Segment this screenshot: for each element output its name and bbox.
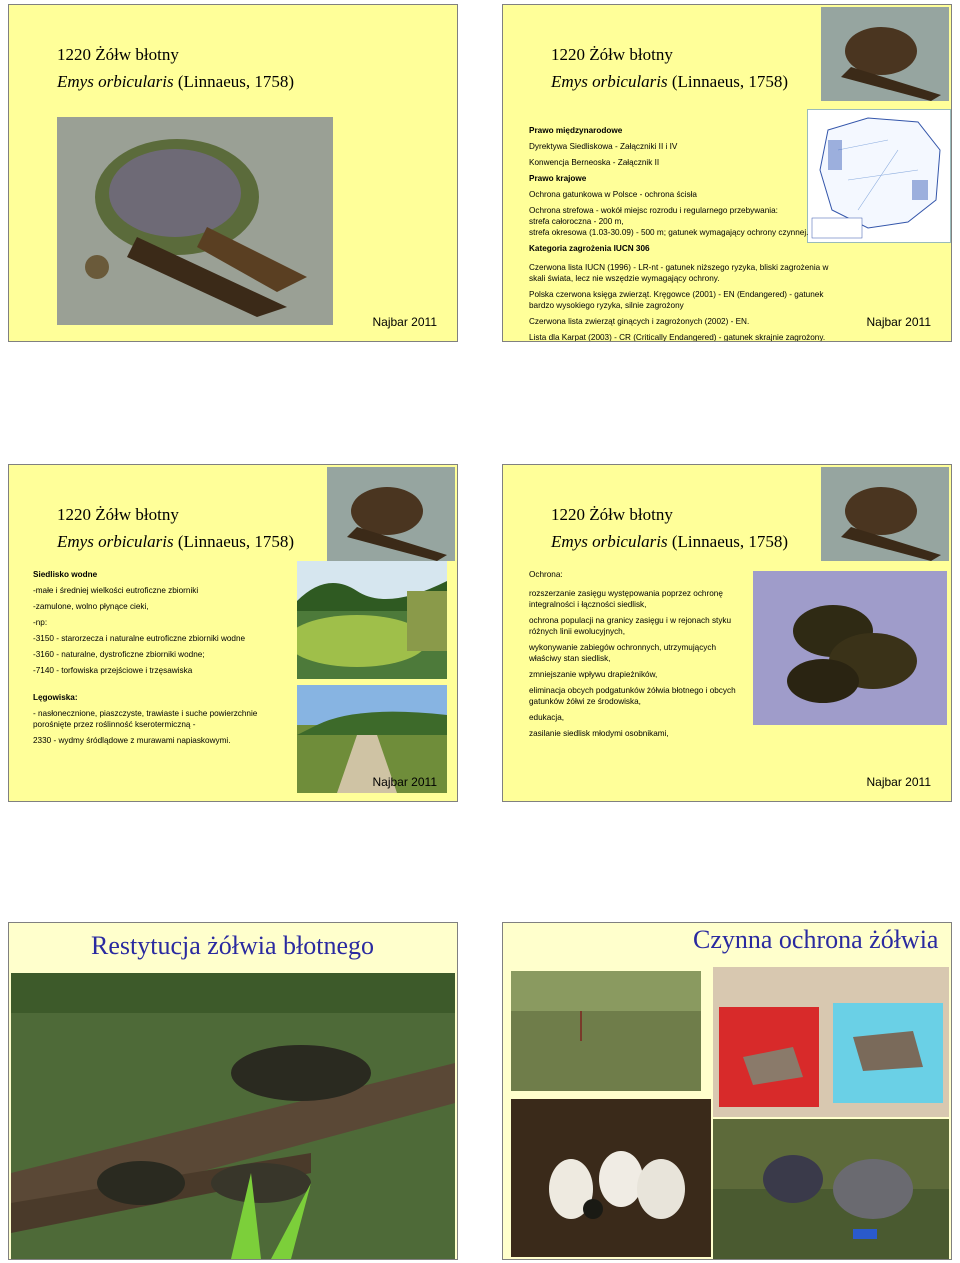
text-line: - nasłonecznione, piaszczyste, trawiaste i suche powierzchnie porośnięte przez roślinność kserotermiczną - xyxy=(33,709,258,729)
slide-title xyxy=(57,501,294,555)
protection-text xyxy=(529,569,749,744)
text-line: Prawo krajowe xyxy=(529,174,587,183)
text-line: Ochrona gatunkowa w Polsce - ochrona ścisła xyxy=(529,190,697,199)
slide-title: Restytucja żółwia błotnego xyxy=(91,931,375,960)
text-line: strefa okresowa (1.03-30.09) - 500 m; gatunek wymagający ochrony czynnej. xyxy=(529,228,809,237)
species-name: Emys orbicularis xyxy=(57,72,174,91)
release-turtles-photo xyxy=(713,1119,949,1259)
text-line: Czerwona lista IUCN (1996) - LR-nt - gatunek niższego ryzyka, bliski zagrożenia w skali świata, lecz nie wszędzie wymagający ochrony. xyxy=(529,263,829,283)
text-line: 2330 - wydmy śródlądowe z murawami napiaskowymi. xyxy=(33,736,231,745)
title-line: 1220 Żółw błotny xyxy=(57,505,179,524)
text-line: edukacja, xyxy=(529,713,565,722)
title-line: 1220 Żółw błotny xyxy=(551,45,673,64)
text-line: wykonywanie zabiegów ochronnych, utrzymujących właściwy stan siedlisk, xyxy=(529,643,717,663)
title-line: 1220 Żółw błotny xyxy=(551,505,673,524)
text-line: ochrona populacji na granicy zasięgu i w rejonach styku różnych linii ewolucyjnych, xyxy=(529,616,732,636)
text-line: Polska czerwona księga zwierząt. Kręgowce (2001) - EN (Endangered) - gatunek bardzo wysokiego ryzyka, silnie zagrożony xyxy=(529,290,824,310)
slide-2 xyxy=(502,4,952,342)
slide-footer: Najbar 2011 xyxy=(866,775,931,789)
turtle-photo xyxy=(57,117,333,325)
species-name: Emys orbicularis xyxy=(57,532,174,551)
text-line: -3160 - naturalne, dystroficzne zbiorniki wodne; xyxy=(33,650,205,659)
text-line: Kategoria zagrożenia IUCN 306 xyxy=(529,244,650,253)
slide-6 xyxy=(502,922,952,1260)
text-line: zasilanie siedlisk młodymi osobnikami, xyxy=(529,729,669,738)
slide-5 xyxy=(8,922,458,1260)
slide-title xyxy=(57,41,294,95)
text-line: Dyrektywa Siedliskowa - Załączniki II i IV xyxy=(529,142,678,151)
text-line: Prawo międzynarodowe xyxy=(529,126,623,135)
slide-footer: Najbar 2011 xyxy=(372,775,437,789)
species-author: (Linnaeus, 1758) xyxy=(173,72,295,91)
turtles-on-log-photo xyxy=(11,973,455,1259)
turtle-thumbnail xyxy=(821,7,949,101)
text-line: Siedlisko wodne xyxy=(33,570,98,579)
slide-1 xyxy=(8,4,458,342)
hatchling-tanks-photo xyxy=(713,967,949,1117)
text-line: Konwencja Berneoska - Załącznik II xyxy=(529,158,660,167)
slide-title: Czynna ochrona żółwia xyxy=(693,925,939,954)
text-line: strefa całoroczna - 200 m, xyxy=(529,217,624,226)
text-line: Czerwona lista zwierząt ginących i zagrożonych (2002) - EN. xyxy=(529,317,750,326)
slide-title xyxy=(551,41,788,95)
slide-footer: Najbar 2011 xyxy=(372,315,437,329)
text-line: Lęgowiska: xyxy=(33,693,78,702)
legal-status-text xyxy=(529,125,869,342)
text-line: Ochrona strefowa - wokół miejsc rozrodu i regularnego przebywania: xyxy=(529,206,778,215)
title-line: 1220 Żółw błotny xyxy=(57,45,179,64)
species-author: (Linnaeus, 1758) xyxy=(173,532,295,551)
species-author: (Linnaeus, 1758) xyxy=(667,532,789,551)
text-line: eliminacja obcych podgatunków żółwia błotnego i obcych gatunków żółwi ze środowiska, xyxy=(529,686,736,706)
text-line: Lista dla Karpat (2003) - CR (Critically Endangered) - gatunek skrajnie zagrożony. xyxy=(529,333,826,342)
text-line: -małe i średniej wielkości eutroficzne zbiorniki xyxy=(33,586,199,595)
turtle-thumbnail xyxy=(821,467,949,561)
text-line: rozszerzanie zasięgu występowania poprzez ochronę integralności i łączności siedlisk, xyxy=(529,589,723,609)
text-line: -7140 - torfowiska przejściowe i trzęsawiska xyxy=(33,666,193,675)
slide-3 xyxy=(8,464,458,802)
species-name: Emys orbicularis xyxy=(551,72,668,91)
text-line: zmniejszanie wpływu drapieżników, xyxy=(529,670,658,679)
text-line: -np: xyxy=(33,618,48,627)
slide-footer: Najbar 2011 xyxy=(866,315,931,329)
habitat-text xyxy=(33,569,283,751)
eggs-hatching-photo xyxy=(511,1099,711,1257)
text-line: Ochrona: xyxy=(529,570,563,579)
pond-photo xyxy=(297,561,447,679)
slide-title xyxy=(551,501,788,555)
text-line: -3150 - starorzecza i naturalne eutroficzne zbiorniki wodne xyxy=(33,634,246,643)
text-line: -zamulone, wolno płynące cieki, xyxy=(33,602,149,611)
turtle-thumbnail xyxy=(327,467,455,561)
species-name: Emys orbicularis xyxy=(551,532,668,551)
slide-4 xyxy=(502,464,952,802)
turtles-group-photo xyxy=(753,571,947,725)
wetland-field-photo xyxy=(511,971,701,1091)
species-author: (Linnaeus, 1758) xyxy=(667,72,789,91)
